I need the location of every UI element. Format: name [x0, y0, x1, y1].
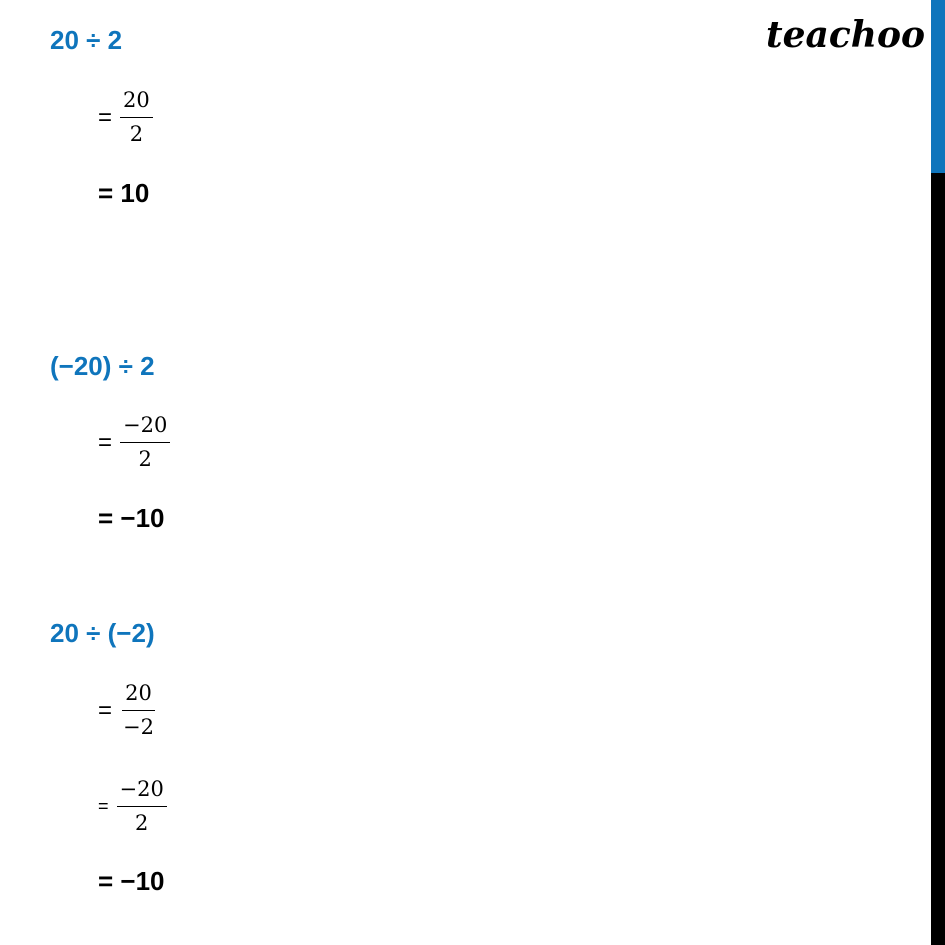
section-2-result: = −10 [98, 503, 165, 533]
section-1-heading: 20 ÷ 2 [50, 25, 123, 55]
section-2-step-1 [98, 415, 170, 470]
fraction [117, 779, 167, 834]
equals-sign: = [98, 428, 113, 456]
fraction-numerator: −20 [120, 415, 170, 443]
fraction-denominator: 2 [134, 811, 149, 835]
section-3-heading: 20 ÷ (−2) [50, 618, 155, 648]
equals-sign: = [98, 103, 113, 131]
fraction [120, 683, 157, 738]
fraction [120, 90, 153, 145]
fraction-denominator: 2 [129, 122, 144, 146]
section-2-heading: (−20) ÷ 2 [50, 351, 155, 381]
side-scroll-thumb [931, 0, 945, 173]
fraction-numerator: 20 [122, 683, 155, 711]
section-3-step-2 [98, 779, 167, 834]
fraction-numerator: −20 [117, 779, 167, 807]
fraction [120, 415, 170, 470]
section-1-step-1 [98, 90, 153, 145]
section-3-step-1 [98, 683, 157, 738]
fraction-denominator: −2 [123, 715, 154, 739]
equals-sign: = [98, 696, 113, 724]
teachoo-logo: teachoo [766, 14, 925, 56]
section-1-result: = 10 [98, 178, 150, 208]
section-3-result: = −10 [98, 866, 165, 896]
equals-sign: = [98, 796, 109, 816]
fraction-denominator: 2 [138, 447, 152, 471]
fraction-numerator: 20 [120, 90, 153, 118]
